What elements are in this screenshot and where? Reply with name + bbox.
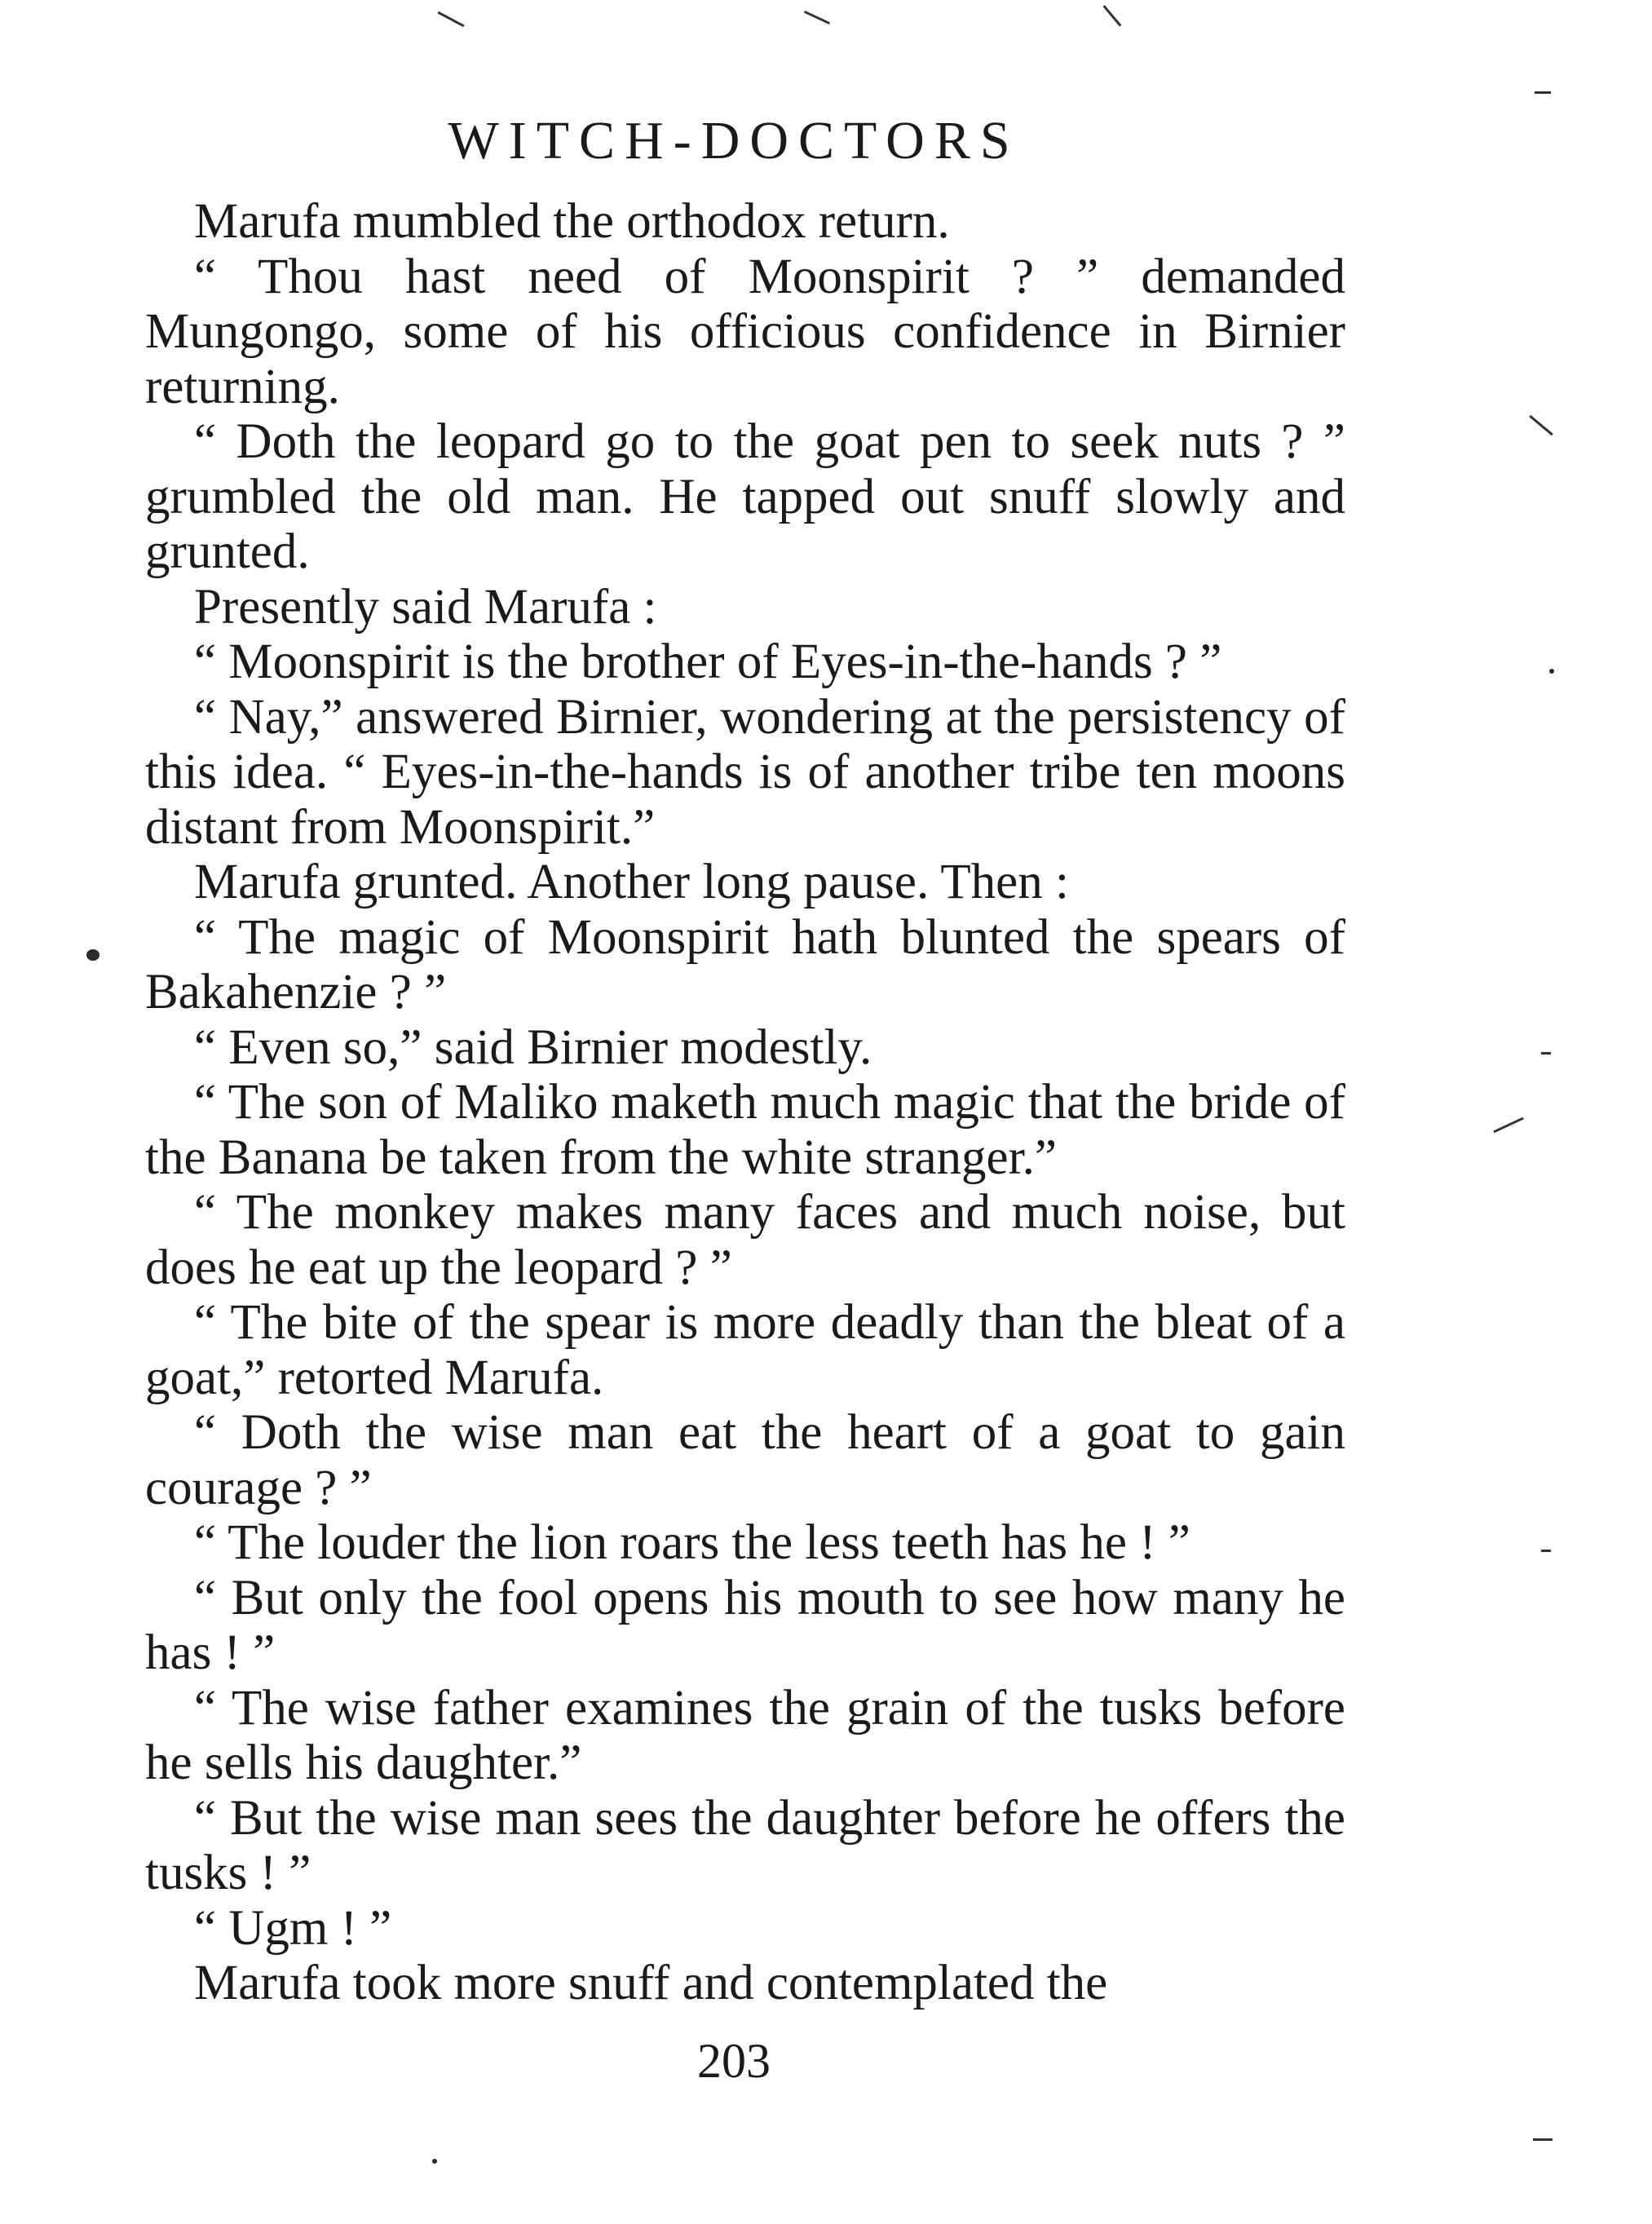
paragraph: “ But the wise man sees the daughter before he offers the tusks ! ” [145, 1790, 1345, 1900]
scan-mark [1549, 669, 1554, 674]
paragraph: “ The magic of Moonspirit hath blunted the spears of Bakahenzie ? ” [145, 909, 1345, 1019]
paragraph: “ The monkey makes many faces and much noise, but does he eat up the leopard ? ” [145, 1185, 1345, 1295]
scan-mark [1529, 415, 1553, 436]
scan-mark [432, 2159, 437, 2164]
body-text [145, 194, 1345, 2011]
paragraph: “ The son of Maliko maketh much magic that the bride of the Banana be taken from the white stranger.” [145, 1075, 1345, 1185]
paragraph: “ Thou hast need of Moonspirit ? ” demanded Mungongo, some of his officious confidence in Birnier returning. [145, 249, 1345, 414]
paragraph: “ Nay,” answered Birnier, wondering at the persistency of this idea. “ Eyes-in-the-hands is of another tribe ten moons distant from Moonspirit.” [145, 689, 1345, 855]
scan-mark [1541, 1052, 1551, 1055]
scan-mark [86, 949, 99, 961]
page-number: 203 [697, 2034, 771, 2088]
scan-mark [1541, 1550, 1551, 1552]
scan-mark [1103, 5, 1122, 26]
paragraph: “ The wise father examines the grain of the tusks before he sells his daughter.” [145, 1680, 1345, 1790]
scan-mark [1533, 2138, 1553, 2141]
paragraph: “ The louder the lion roars the less teeth has he ! ” [194, 1515, 1190, 1570]
paragraph: “ Doth the leopard go to the goat pen to seek nuts ? ” grumbled the old man. He tapped out snuff slowly and grunted. [145, 414, 1345, 579]
paragraph: “ But only the fool opens his mouth to see how many he has ! ” [145, 1570, 1345, 1680]
paragraph: “ The bite of the spear is more deadly than the bleat of a goat,” retorted Marufa. [145, 1295, 1345, 1405]
running-head: WITCH-DOCTORS [448, 111, 1020, 170]
paragraph: Marufa mumbled the orthodox return. [194, 194, 950, 249]
paragraph: Marufa took more snuff and contemplated the [194, 1956, 1108, 2010]
paragraph: “ Doth the wise man eat the heart of a goat to gain courage ? ” [145, 1405, 1345, 1515]
paragraph: “ Moonspirit is the brother of Eyes-in-the-hands ? ” [194, 634, 1222, 689]
scan-mark [804, 11, 830, 24]
paragraph: Presently said Marufa : [194, 579, 657, 634]
paragraph: “ Ugm ! ” [194, 1900, 392, 1956]
scan-mark [437, 11, 464, 28]
paragraph: Marufa grunted. Another long pause. Then : [194, 855, 1069, 909]
scan-mark [1493, 1117, 1524, 1134]
scan-mark [1535, 91, 1551, 94]
paragraph: “ Even so,” said Birnier modestly. [194, 1019, 872, 1075]
